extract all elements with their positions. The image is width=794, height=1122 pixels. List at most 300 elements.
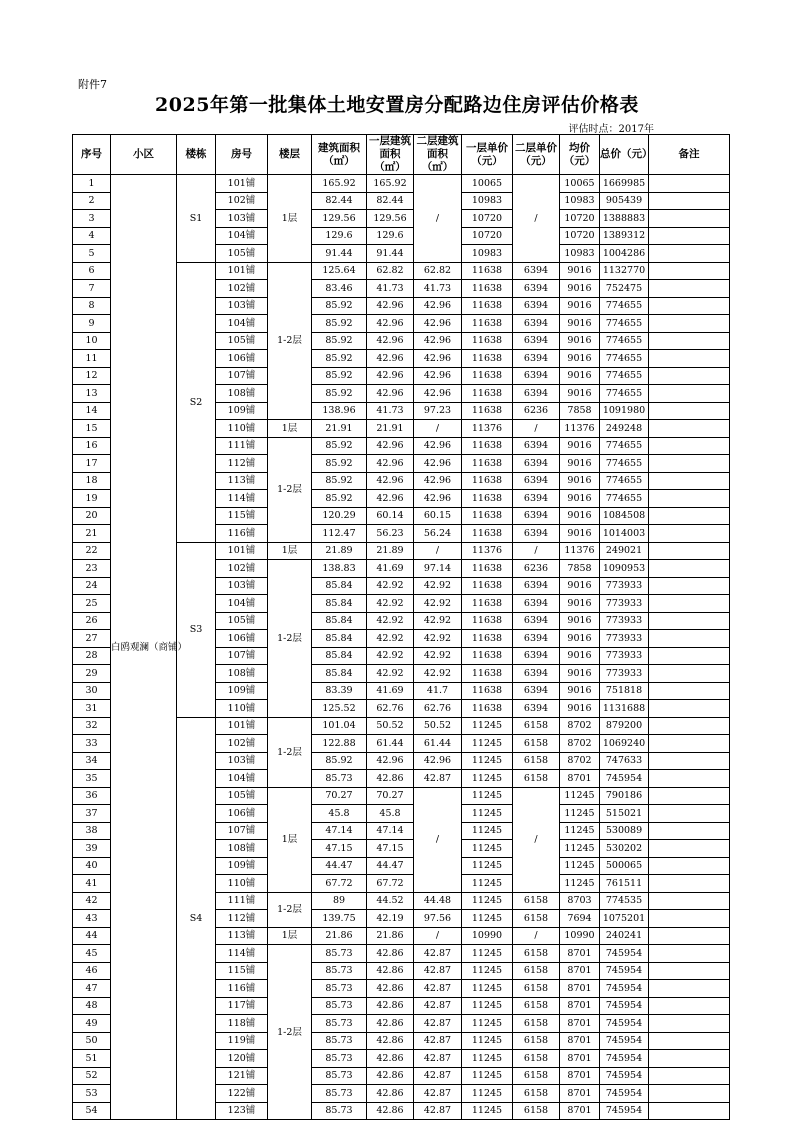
note-cell [649, 1085, 730, 1103]
price1-cell: 11638 [462, 455, 513, 473]
price2-cell: 6394 [513, 700, 560, 718]
room-cell: 101铺 [216, 262, 268, 280]
price2-cell: / [513, 542, 560, 560]
area2-cell: 41.7 [414, 682, 462, 700]
price2-cell: / [513, 927, 560, 945]
avg-cell: 11245 [560, 875, 600, 893]
area2-cell: / [414, 542, 462, 560]
area2-cell: 42.96 [414, 455, 462, 473]
price1-cell: 11245 [462, 962, 513, 980]
area2-cell: 42.92 [414, 630, 462, 648]
note-cell [649, 717, 730, 735]
area1-cell: 41.69 [367, 682, 414, 700]
price2-cell: 6394 [513, 437, 560, 455]
total-cell: 774655 [600, 297, 649, 315]
room-cell: 104铺 [216, 227, 268, 245]
area1-cell: 42.86 [367, 1085, 414, 1103]
price1-cell: 10983 [462, 245, 513, 263]
room-cell: 123铺 [216, 1102, 268, 1120]
note-cell [649, 665, 730, 683]
price1-cell: 11638 [462, 665, 513, 683]
note-cell [649, 612, 730, 630]
price2-cell: 6158 [513, 1067, 560, 1085]
price1-cell: 10720 [462, 227, 513, 245]
area2-cell: 62.76 [414, 700, 462, 718]
note-cell [649, 192, 730, 210]
building-cell: S4 [177, 717, 216, 1120]
seq-cell: 53 [73, 1085, 111, 1103]
avg-cell: 9016 [560, 490, 600, 508]
area2-cell: 42.87 [414, 1015, 462, 1033]
area-cell: 44.47 [312, 857, 367, 875]
price2-cell: 6394 [513, 525, 560, 543]
seq-cell: 9 [73, 315, 111, 333]
seq-cell: 20 [73, 507, 111, 525]
header-cell: 备注 [649, 135, 730, 175]
area2-cell: 42.92 [414, 647, 462, 665]
seq-cell: 29 [73, 665, 111, 683]
note-cell [649, 892, 730, 910]
seq-cell: 13 [73, 385, 111, 403]
floor-cell: 1-2层 [268, 892, 312, 927]
seq-cell: 31 [73, 700, 111, 718]
area-cell: 85.92 [312, 437, 367, 455]
area2-cell: 42.96 [414, 332, 462, 350]
header-cell: 总价（元） [600, 135, 649, 175]
area2-cell: / [414, 420, 462, 438]
area1-cell: 62.82 [367, 262, 414, 280]
area-cell: 125.52 [312, 700, 367, 718]
room-cell: 111铺 [216, 892, 268, 910]
seq-cell: 52 [73, 1067, 111, 1085]
price1-cell: 11638 [462, 437, 513, 455]
floor-cell: 1层 [268, 787, 312, 892]
area1-cell: 42.92 [367, 630, 414, 648]
room-cell: 103铺 [216, 297, 268, 315]
avg-cell: 8702 [560, 735, 600, 753]
avg-cell: 9016 [560, 297, 600, 315]
floor-cell: 1-2层 [268, 262, 312, 420]
area-cell: 120.29 [312, 507, 367, 525]
room-cell: 113铺 [216, 472, 268, 490]
seq-cell: 32 [73, 717, 111, 735]
seq-cell: 34 [73, 752, 111, 770]
area2-cell: 42.96 [414, 367, 462, 385]
area-cell: 85.73 [312, 997, 367, 1015]
price1-cell: 11638 [462, 472, 513, 490]
header-cell: 楼层 [268, 135, 312, 175]
price2-cell: 6394 [513, 647, 560, 665]
price1-cell: 10065 [462, 175, 513, 193]
room-cell: 109铺 [216, 857, 268, 875]
area-cell: 85.84 [312, 665, 367, 683]
total-cell: 1388883 [600, 210, 649, 228]
total-cell: 905439 [600, 192, 649, 210]
price1-cell: 11245 [462, 1102, 513, 1120]
area-cell: 85.92 [312, 472, 367, 490]
price2-cell: 6394 [513, 280, 560, 298]
total-cell: 1069240 [600, 735, 649, 753]
total-cell: 249248 [600, 420, 649, 438]
note-cell [649, 472, 730, 490]
area-cell: 85.84 [312, 630, 367, 648]
avg-cell: 9016 [560, 700, 600, 718]
seq-cell: 2 [73, 192, 111, 210]
avg-cell: 9016 [560, 385, 600, 403]
area1-cell: 41.73 [367, 402, 414, 420]
area1-cell: 42.86 [367, 1102, 414, 1120]
avg-cell: 11245 [560, 822, 600, 840]
price2-cell: / [513, 175, 560, 263]
area-cell: 112.47 [312, 525, 367, 543]
avg-cell: 7858 [560, 560, 600, 578]
price2-cell: 6158 [513, 910, 560, 928]
note-cell [649, 805, 730, 823]
area2-cell: 42.87 [414, 1032, 462, 1050]
area1-cell: 42.92 [367, 595, 414, 613]
price2-cell: 6158 [513, 752, 560, 770]
area1-cell: 67.72 [367, 875, 414, 893]
area2-cell: 56.24 [414, 525, 462, 543]
avg-cell: 9016 [560, 525, 600, 543]
note-cell [649, 455, 730, 473]
room-cell: 103铺 [216, 210, 268, 228]
room-cell: 103铺 [216, 577, 268, 595]
area2-cell: 42.87 [414, 1102, 462, 1120]
area2-cell: 42.92 [414, 595, 462, 613]
price2-cell: 6158 [513, 1015, 560, 1033]
price1-cell: 11638 [462, 332, 513, 350]
area1-cell: 62.76 [367, 700, 414, 718]
seq-cell: 4 [73, 227, 111, 245]
avg-cell: 8701 [560, 962, 600, 980]
price1-cell: 11638 [462, 350, 513, 368]
price1-cell: 11638 [462, 630, 513, 648]
avg-cell: 11376 [560, 420, 600, 438]
area-cell: 85.92 [312, 455, 367, 473]
note-cell [649, 630, 730, 648]
total-cell: 745954 [600, 1032, 649, 1050]
seq-cell: 41 [73, 875, 111, 893]
room-cell: 102铺 [216, 560, 268, 578]
area-cell: 85.73 [312, 962, 367, 980]
note-cell [649, 175, 730, 193]
seq-cell: 39 [73, 840, 111, 858]
community-cell: 白鸥观澜（商铺） [111, 175, 177, 1120]
area-cell: 85.92 [312, 332, 367, 350]
seq-cell: 47 [73, 980, 111, 998]
price-table [72, 134, 730, 1120]
price1-cell: 11638 [462, 525, 513, 543]
area1-cell: 129.56 [367, 210, 414, 228]
price2-cell: 6394 [513, 612, 560, 630]
area1-cell: 42.96 [367, 385, 414, 403]
avg-cell: 8701 [560, 980, 600, 998]
room-cell: 115铺 [216, 962, 268, 980]
total-cell: 1014003 [600, 525, 649, 543]
note-cell [649, 367, 730, 385]
area2-cell: 97.23 [414, 402, 462, 420]
room-cell: 105铺 [216, 612, 268, 630]
room-cell: 107铺 [216, 647, 268, 665]
total-cell: 774655 [600, 332, 649, 350]
total-cell: 745954 [600, 1050, 649, 1068]
room-cell: 118铺 [216, 1015, 268, 1033]
area1-cell: 44.47 [367, 857, 414, 875]
room-cell: 120铺 [216, 1050, 268, 1068]
header-cell: 二层单价（元） [513, 135, 560, 175]
total-cell: 745954 [600, 945, 649, 963]
avg-cell: 9016 [560, 612, 600, 630]
area-cell: 165.92 [312, 175, 367, 193]
area1-cell: 41.73 [367, 280, 414, 298]
note-cell [649, 525, 730, 543]
note-cell [649, 1050, 730, 1068]
room-cell: 116铺 [216, 980, 268, 998]
area-cell: 85.92 [312, 385, 367, 403]
seq-cell: 25 [73, 595, 111, 613]
avg-cell: 9016 [560, 262, 600, 280]
header-cell: 序号 [73, 135, 111, 175]
area1-cell: 42.19 [367, 910, 414, 928]
total-cell: 774655 [600, 385, 649, 403]
price2-cell: 6394 [513, 455, 560, 473]
area2-cell: 42.92 [414, 612, 462, 630]
seq-cell: 54 [73, 1102, 111, 1120]
avg-cell: 8701 [560, 770, 600, 788]
note-cell [649, 402, 730, 420]
price1-cell: 10983 [462, 192, 513, 210]
note-cell [649, 1067, 730, 1085]
total-cell: 1132770 [600, 262, 649, 280]
price2-cell: 6158 [513, 1050, 560, 1068]
room-cell: 119铺 [216, 1032, 268, 1050]
header-cell: 房号 [216, 135, 268, 175]
total-cell: 773933 [600, 612, 649, 630]
area1-cell: 42.86 [367, 1067, 414, 1085]
area1-cell: 45.8 [367, 805, 414, 823]
avg-cell: 9016 [560, 350, 600, 368]
area-cell: 85.92 [312, 490, 367, 508]
price2-cell: 6158 [513, 980, 560, 998]
floor-cell: 1-2层 [268, 717, 312, 787]
avg-cell: 11245 [560, 787, 600, 805]
note-cell [649, 962, 730, 980]
area-cell: 85.73 [312, 1102, 367, 1120]
building-cell: S1 [177, 175, 216, 263]
note-cell [649, 927, 730, 945]
price1-cell: 11245 [462, 910, 513, 928]
room-cell: 111铺 [216, 437, 268, 455]
room-cell: 102铺 [216, 280, 268, 298]
area-cell: 83.46 [312, 280, 367, 298]
note-cell [649, 280, 730, 298]
total-cell: 1090953 [600, 560, 649, 578]
room-cell: 106铺 [216, 350, 268, 368]
area1-cell: 42.96 [367, 367, 414, 385]
avg-cell: 11245 [560, 857, 600, 875]
price2-cell: 6158 [513, 962, 560, 980]
avg-cell: 8701 [560, 1085, 600, 1103]
area1-cell: 42.86 [367, 1032, 414, 1050]
area-cell: 129.6 [312, 227, 367, 245]
seq-cell: 49 [73, 1015, 111, 1033]
area1-cell: 42.96 [367, 490, 414, 508]
room-cell: 115铺 [216, 507, 268, 525]
avg-cell: 9016 [560, 665, 600, 683]
avg-cell: 8702 [560, 752, 600, 770]
seq-cell: 23 [73, 560, 111, 578]
seq-cell: 22 [73, 542, 111, 560]
area2-cell: 42.96 [414, 472, 462, 490]
room-cell: 101铺 [216, 717, 268, 735]
total-cell: 774655 [600, 472, 649, 490]
floor-cell: 1层 [268, 542, 312, 560]
total-cell: 745954 [600, 1085, 649, 1103]
room-cell: 108铺 [216, 385, 268, 403]
seq-cell: 3 [73, 210, 111, 228]
total-cell: 530089 [600, 822, 649, 840]
total-cell: 249021 [600, 542, 649, 560]
area2-cell: 42.87 [414, 997, 462, 1015]
room-cell: 108铺 [216, 840, 268, 858]
seq-cell: 50 [73, 1032, 111, 1050]
area-cell: 85.73 [312, 770, 367, 788]
avg-cell: 10720 [560, 210, 600, 228]
header-cell: 均价（元） [560, 135, 600, 175]
area2-cell: 42.96 [414, 752, 462, 770]
note-cell [649, 770, 730, 788]
area2-cell: 42.96 [414, 315, 462, 333]
seq-cell: 12 [73, 367, 111, 385]
price1-cell: 11638 [462, 262, 513, 280]
price2-cell: 6236 [513, 402, 560, 420]
room-cell: 105铺 [216, 787, 268, 805]
avg-cell: 9016 [560, 332, 600, 350]
floor-cell: 1层 [268, 420, 312, 438]
area-cell: 125.64 [312, 262, 367, 280]
price2-cell: 6394 [513, 490, 560, 508]
area-cell: 67.72 [312, 875, 367, 893]
price2-cell: 6158 [513, 770, 560, 788]
total-cell: 1389312 [600, 227, 649, 245]
total-cell: 1075201 [600, 910, 649, 928]
seq-cell: 30 [73, 682, 111, 700]
area1-cell: 42.92 [367, 612, 414, 630]
area2-cell: 50.52 [414, 717, 462, 735]
price1-cell: 10720 [462, 210, 513, 228]
price1-cell: 11638 [462, 367, 513, 385]
price1-cell: 11245 [462, 770, 513, 788]
price1-cell: 11245 [462, 1015, 513, 1033]
area2-cell: 42.92 [414, 665, 462, 683]
total-cell: 747633 [600, 752, 649, 770]
total-cell: 773933 [600, 630, 649, 648]
eval-date: 评估时点：2017年 [568, 124, 654, 135]
area-cell: 21.86 [312, 927, 367, 945]
price1-cell: 11245 [462, 980, 513, 998]
seq-cell: 7 [73, 280, 111, 298]
room-cell: 104铺 [216, 770, 268, 788]
note-cell [649, 910, 730, 928]
note-cell [649, 980, 730, 998]
price2-cell: 6158 [513, 735, 560, 753]
floor-cell: 1层 [268, 175, 312, 263]
area-cell: 101.04 [312, 717, 367, 735]
total-cell: 879200 [600, 717, 649, 735]
room-cell: 116铺 [216, 525, 268, 543]
price2-cell: 6394 [513, 472, 560, 490]
note-cell [649, 945, 730, 963]
area1-cell: 70.27 [367, 787, 414, 805]
price1-cell: 11638 [462, 385, 513, 403]
note-cell [649, 560, 730, 578]
total-cell: 773933 [600, 665, 649, 683]
price1-cell: 11638 [462, 280, 513, 298]
area2-cell: 42.96 [414, 437, 462, 455]
price2-cell: 6394 [513, 262, 560, 280]
price2-cell: / [513, 787, 560, 892]
note-cell [649, 507, 730, 525]
area2-cell: 42.87 [414, 1085, 462, 1103]
room-cell: 112铺 [216, 910, 268, 928]
seq-cell: 6 [73, 262, 111, 280]
note-cell [649, 262, 730, 280]
note-cell [649, 245, 730, 263]
total-cell: 500065 [600, 857, 649, 875]
area-cell: 85.84 [312, 577, 367, 595]
price1-cell: 11638 [462, 560, 513, 578]
area1-cell: 42.86 [367, 1050, 414, 1068]
area2-cell: 42.96 [414, 297, 462, 315]
table-body [73, 175, 730, 1120]
area1-cell: 82.44 [367, 192, 414, 210]
area2-cell: 42.87 [414, 945, 462, 963]
price2-cell: 6158 [513, 1102, 560, 1120]
area1-cell: 42.96 [367, 350, 414, 368]
avg-cell: 10990 [560, 927, 600, 945]
price2-cell: 6394 [513, 350, 560, 368]
area2-cell: 42.87 [414, 980, 462, 998]
total-cell: 745954 [600, 980, 649, 998]
avg-cell: 11245 [560, 805, 600, 823]
area-cell: 85.73 [312, 980, 367, 998]
total-cell: 745954 [600, 1067, 649, 1085]
note-cell [649, 437, 730, 455]
seq-cell: 36 [73, 787, 111, 805]
area-cell: 83.39 [312, 682, 367, 700]
note-cell [649, 350, 730, 368]
note-cell [649, 385, 730, 403]
avg-cell: 8701 [560, 945, 600, 963]
note-cell [649, 735, 730, 753]
area1-cell: 44.52 [367, 892, 414, 910]
seq-cell: 37 [73, 805, 111, 823]
price1-cell: 11638 [462, 700, 513, 718]
floor-cell: 1层 [268, 927, 312, 945]
area-cell: 85.73 [312, 1085, 367, 1103]
header-cell: 一层单价（元） [462, 135, 513, 175]
avg-cell: 8701 [560, 1015, 600, 1033]
area2-cell: 42.87 [414, 1050, 462, 1068]
room-cell: 106铺 [216, 805, 268, 823]
area-cell: 21.89 [312, 542, 367, 560]
area1-cell: 42.96 [367, 752, 414, 770]
note-cell [649, 227, 730, 245]
room-cell: 121铺 [216, 1067, 268, 1085]
room-cell: 104铺 [216, 315, 268, 333]
area1-cell: 42.86 [367, 1015, 414, 1033]
